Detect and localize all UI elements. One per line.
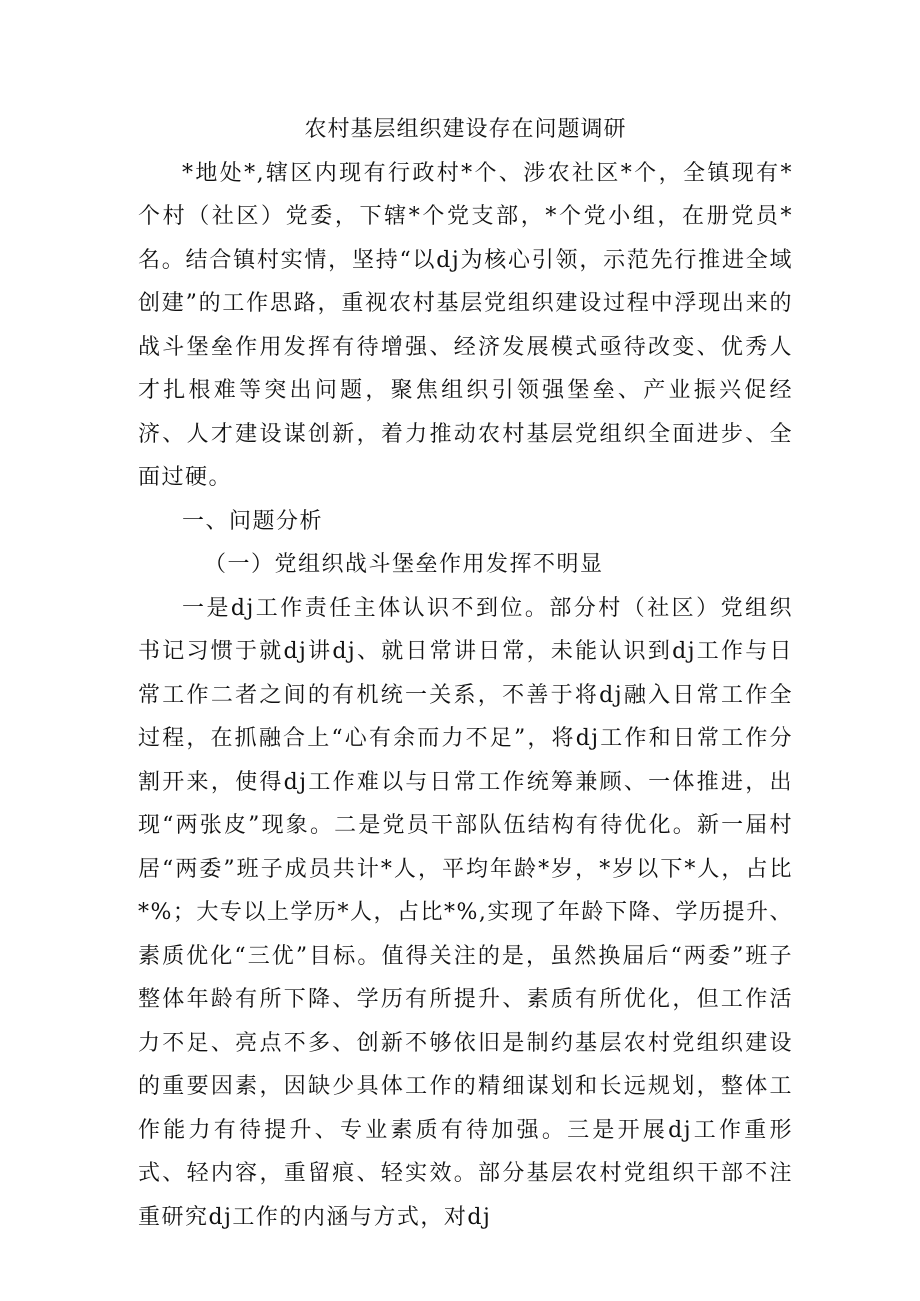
- section-heading: 一、问题分析: [182, 508, 324, 534]
- document-title: 农村基层组织建设存在问题调研: [304, 117, 627, 142]
- body-paragraph: 一是dj工作责任主体认识不到位。部分村（社区）党组织书记习惯于就dj讲dj、就日常讲日常，未能认识到dj工作与日常工作二者之间的有机统一关系，不善于将dj融入日常工作全过程，在抓融合上“心有余而力不足”，将dj工作和日常工作分割开来，使得dj工作难以与日常工作统筹兼顾、一体推进，出现“两张皮”现象。二是党员干部队伍结构有待优化。新一届村居“两委”班子成员共计*人，平均年龄*岁，*岁以下*人，占比*%；大专以上学历*人，占比*%,实现了年龄下降、学历提升、素质优化“三优”目标。值得关注的是，虽然换届后“两委”班子整体年龄有所下降、学历有所提升、素质有所优化，但工作活力不足、亮点不多、创新不够依旧是制约基层农村党组织建设的重要因素，因缺少具体工作的精细谋划和长远规划，整体工作能力有待提升、专业素质有待加强。三是开展dj工作重形式、轻内容，重留痕、轻实效。部分基层农村党组织干部不注重研究dj工作的内涵与方式，对dj: [138, 595, 793, 1230]
- intro-paragraph: *地处*,辖区内现有行政村*个、涉农社区*个，全镇现有*个村（社区）党委，下辖*个党支部，*个党小组，在册党员*名。结合镇村实情，坚持“以dj为核心引领，示范先行推进全域创建”的工作思路，重视农村基层党组织建设过程中浮现出来的战斗堡垒作用发挥有待增强、经济发展模式亟待改变、优秀人才扎根难等突出问题，聚焦组织引领强堡垒、产业振兴促经济、人才建设谋创新，着力推动农村基层党组织全面进步、全面过硬。: [138, 160, 793, 490]
- document-body: [138, 108, 793, 1239]
- subsection-heading: （一）党组织战斗堡垒作用发挥不明显: [204, 552, 604, 577]
